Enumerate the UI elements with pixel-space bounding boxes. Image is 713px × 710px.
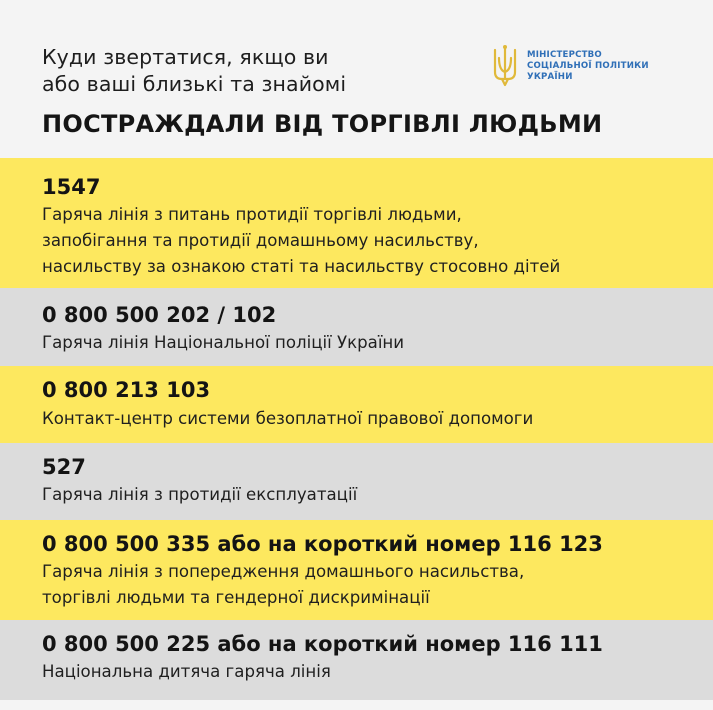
- hotline-block-domestic-violence: [0, 520, 713, 620]
- hotline-block-children: [0, 620, 713, 700]
- ministry-logo: [490, 44, 690, 90]
- hotline-number: 1547: [42, 175, 101, 199]
- header: [0, 0, 713, 158]
- hotline-block-legal-aid: [0, 366, 713, 443]
- page-title: ПОСТРАЖДАЛИ ВІД ТОРГІВЛІ ЛЮДЬМИ: [42, 110, 603, 138]
- hotline-number: 0 800 500 202 / 102: [42, 303, 277, 327]
- hotline-description: Гаряча лінія з протидії експлуатації: [42, 485, 358, 504]
- trident-icon: [490, 44, 520, 88]
- hotline-number: 0 800 500 335 або на короткий номер 116 123: [42, 532, 603, 556]
- hotline-number: 0 800 213 103: [42, 378, 211, 402]
- hotline-description: Гаряча лінія з попередження домашнього насильства, торгівлі людьми та гендерної дискримінації: [42, 562, 525, 607]
- hotline-description: Контакт-центр системи безоплатної правової допомоги: [42, 409, 534, 428]
- hotline-description: Гаряча лінія з питань протидії торгівлі людьми, запобігання та протидії домашньому насильству, насильству за ознакою статі та насильству стосовно дітей: [42, 205, 561, 276]
- hotline-block-exploitation: [0, 443, 713, 520]
- hotline-number: 527: [42, 455, 86, 479]
- hotline-number: 0 800 500 225 або на короткий номер 116 111: [42, 632, 603, 656]
- ministry-name: МІНІСТЕРСТВО СОЦІАЛЬНОЇ ПОЛІТИКИ УКРАЇНИ: [527, 50, 649, 82]
- hotline-block-1547: [0, 158, 713, 288]
- hotline-block-police: [0, 288, 713, 366]
- hotline-description: Національна дитяча гаряча лінія: [42, 662, 331, 681]
- intro-text: Куди звертатися, якщо ви або ваші близькі та знайомі: [42, 45, 347, 96]
- hotline-description: Гаряча лінія Національної поліції України: [42, 333, 405, 352]
